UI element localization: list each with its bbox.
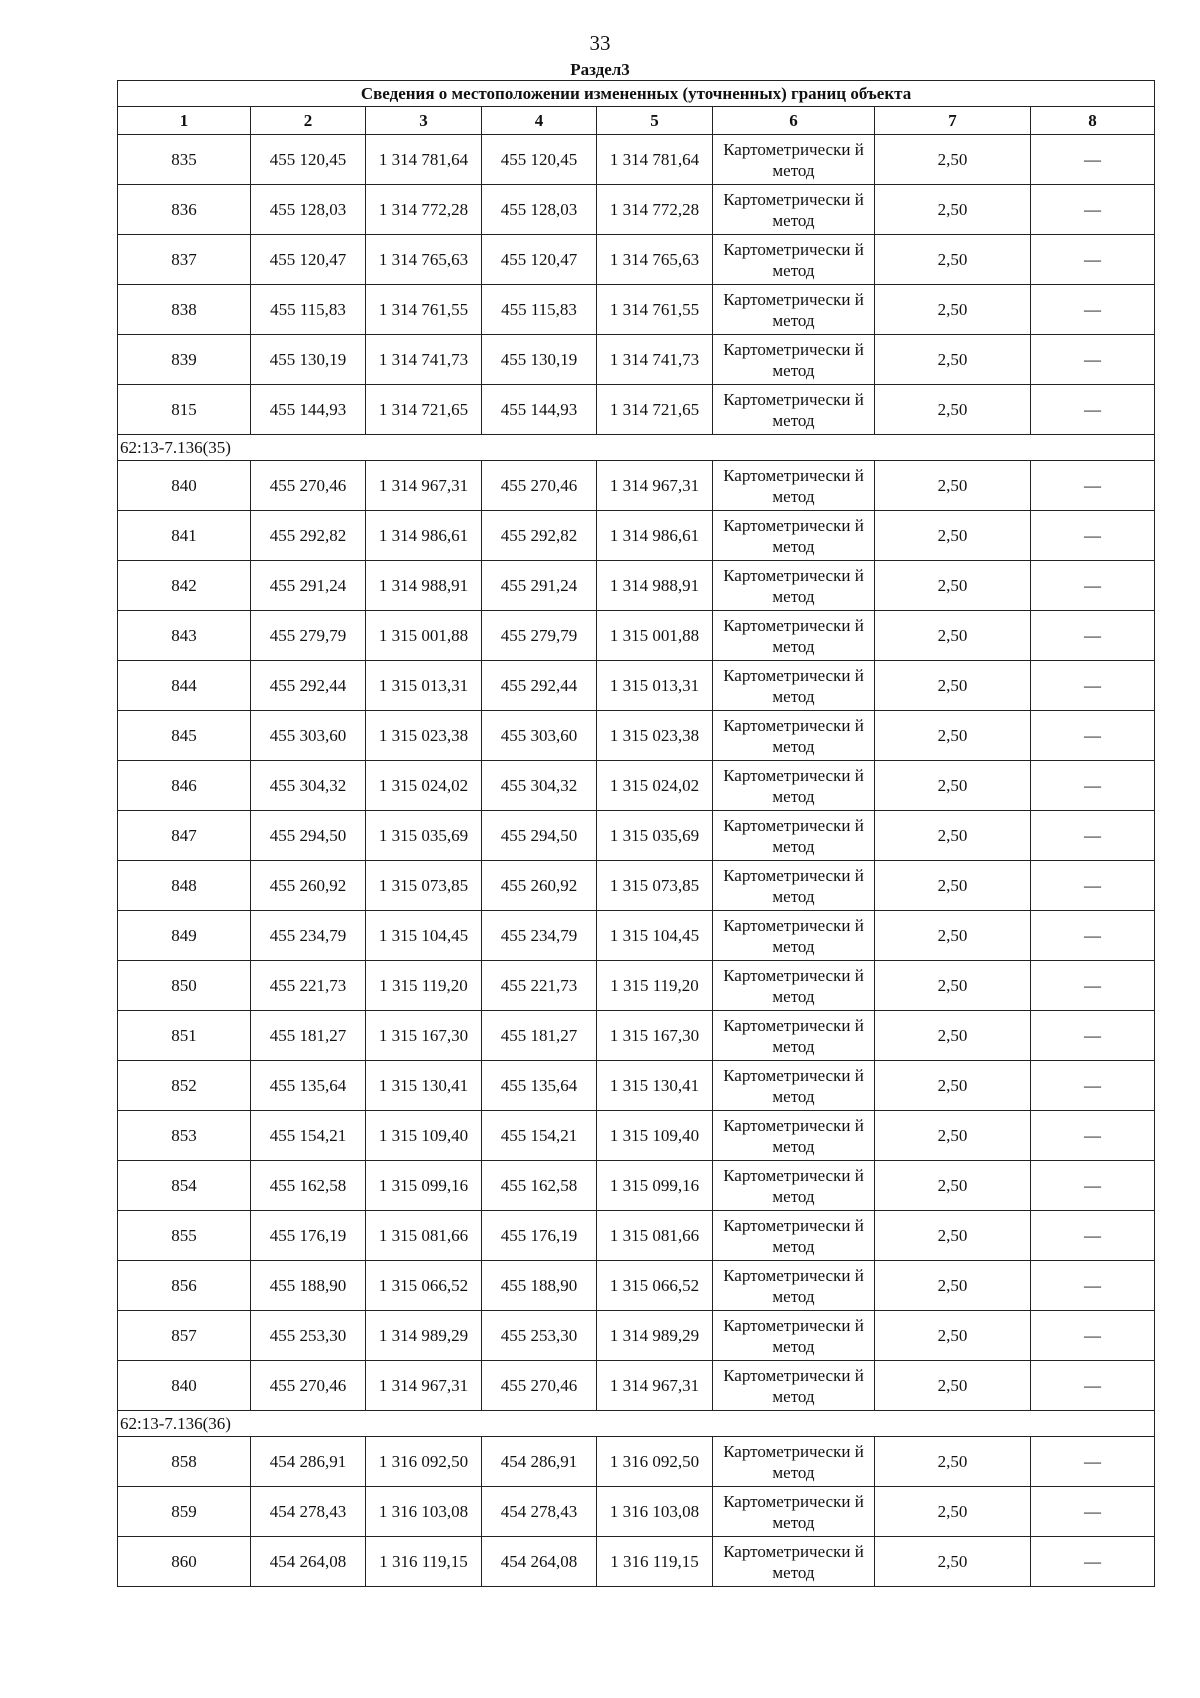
new-y-cell: 1 314 967,31 — [597, 1361, 713, 1411]
new-x-cell: 455 294,50 — [482, 811, 597, 861]
table-row — [118, 861, 1155, 911]
precision-cell: 2,50 — [875, 611, 1031, 661]
precision-cell: 2,50 — [875, 385, 1031, 435]
table-row — [118, 1061, 1155, 1111]
precision-cell: 2,50 — [875, 911, 1031, 961]
method-cell: Картометрически й метод — [713, 135, 875, 185]
group-row — [118, 435, 1155, 461]
column-number: 6 — [713, 107, 875, 135]
description-cell: — — [1031, 861, 1155, 911]
column-number: 3 — [366, 107, 482, 135]
new-y-cell: 1 314 761,55 — [597, 285, 713, 335]
description-cell: — — [1031, 611, 1155, 661]
table-row — [118, 461, 1155, 511]
column-number: 8 — [1031, 107, 1155, 135]
table-row — [118, 661, 1155, 711]
existing-x-cell: 455 115,83 — [251, 285, 366, 335]
method-cell: Картометрически й метод — [713, 1537, 875, 1587]
point-number-cell: 858 — [118, 1437, 251, 1487]
description-cell: — — [1031, 1211, 1155, 1261]
table-body — [118, 135, 1155, 1587]
point-number-cell: 860 — [118, 1537, 251, 1587]
existing-y-cell: 1 314 721,65 — [366, 385, 482, 435]
table-row — [118, 1211, 1155, 1261]
method-cell: Картометрически й метод — [713, 1487, 875, 1537]
group-label: 62:13-7.136(35) — [118, 435, 1155, 461]
existing-x-cell: 455 292,82 — [251, 511, 366, 561]
existing-y-cell: 1 315 130,41 — [366, 1061, 482, 1111]
existing-y-cell: 1 315 001,88 — [366, 611, 482, 661]
existing-x-cell: 455 120,45 — [251, 135, 366, 185]
new-x-cell: 455 135,64 — [482, 1061, 597, 1111]
description-cell: — — [1031, 235, 1155, 285]
point-number-cell: 838 — [118, 285, 251, 335]
existing-x-cell: 455 270,46 — [251, 1361, 366, 1411]
existing-x-cell: 455 304,32 — [251, 761, 366, 811]
page-number: 33 — [589, 31, 611, 55]
column-number: 7 — [875, 107, 1031, 135]
existing-x-cell: 455 162,58 — [251, 1161, 366, 1211]
existing-x-cell: 455 260,92 — [251, 861, 366, 911]
method-cell: Картометрически й метод — [713, 335, 875, 385]
description-cell: — — [1031, 1011, 1155, 1061]
method-cell: Картометрически й метод — [713, 711, 875, 761]
point-number-cell: 836 — [118, 185, 251, 235]
precision-cell: 2,50 — [875, 861, 1031, 911]
precision-cell: 2,50 — [875, 1487, 1031, 1537]
existing-x-cell: 455 120,47 — [251, 235, 366, 285]
new-y-cell: 1 314 986,61 — [597, 511, 713, 561]
existing-x-cell: 455 154,21 — [251, 1111, 366, 1161]
precision-cell: 2,50 — [875, 1211, 1031, 1261]
precision-cell: 2,50 — [875, 761, 1031, 811]
precision-cell: 2,50 — [875, 285, 1031, 335]
existing-y-cell: 1 314 989,29 — [366, 1311, 482, 1361]
existing-y-cell: 1 314 741,73 — [366, 335, 482, 385]
new-x-cell: 455 270,46 — [482, 1361, 597, 1411]
description-cell: — — [1031, 185, 1155, 235]
existing-y-cell: 1 314 781,64 — [366, 135, 482, 185]
existing-x-cell: 454 286,91 — [251, 1437, 366, 1487]
new-x-cell: 455 303,60 — [482, 711, 597, 761]
new-x-cell: 455 234,79 — [482, 911, 597, 961]
table-row — [118, 235, 1155, 285]
method-cell: Картометрически й метод — [713, 235, 875, 285]
table-row — [118, 1311, 1155, 1361]
existing-y-cell: 1 315 119,20 — [366, 961, 482, 1011]
point-number-cell: 837 — [118, 235, 251, 285]
existing-y-cell: 1 314 988,91 — [366, 561, 482, 611]
point-number-cell: 848 — [118, 861, 251, 911]
existing-y-cell: 1 315 081,66 — [366, 1211, 482, 1261]
existing-y-cell: 1 314 967,31 — [366, 1361, 482, 1411]
column-number: 1 — [118, 107, 251, 135]
table-row — [118, 1111, 1155, 1161]
existing-y-cell: 1 315 035,69 — [366, 811, 482, 861]
table-row — [118, 1537, 1155, 1587]
section-title: Раздел3 — [570, 60, 630, 79]
precision-cell: 2,50 — [875, 661, 1031, 711]
table-row — [118, 135, 1155, 185]
point-number-cell: 852 — [118, 1061, 251, 1111]
new-y-cell: 1 315 023,38 — [597, 711, 713, 761]
new-x-cell: 455 181,27 — [482, 1011, 597, 1061]
method-cell: Картометрически й метод — [713, 1261, 875, 1311]
point-number-cell: 847 — [118, 811, 251, 861]
existing-y-cell: 1 314 761,55 — [366, 285, 482, 335]
description-cell: — — [1031, 1537, 1155, 1587]
new-x-cell: 455 144,93 — [482, 385, 597, 435]
new-y-cell: 1 315 167,30 — [597, 1011, 713, 1061]
description-cell: — — [1031, 135, 1155, 185]
existing-x-cell: 455 234,79 — [251, 911, 366, 961]
table-row — [118, 335, 1155, 385]
existing-y-cell: 1 315 073,85 — [366, 861, 482, 911]
method-cell: Картометрически й метод — [713, 1311, 875, 1361]
new-x-cell: 455 291,24 — [482, 561, 597, 611]
description-cell: — — [1031, 811, 1155, 861]
point-number-cell: 844 — [118, 661, 251, 711]
method-cell: Картометрически й метод — [713, 1161, 875, 1211]
boundary-table — [117, 80, 1155, 1587]
point-number-cell: 845 — [118, 711, 251, 761]
new-x-cell: 455 270,46 — [482, 461, 597, 511]
precision-cell: 2,50 — [875, 235, 1031, 285]
method-cell: Картометрически й метод — [713, 285, 875, 335]
existing-y-cell: 1 315 109,40 — [366, 1111, 482, 1161]
point-number-cell: 857 — [118, 1311, 251, 1361]
method-cell: Картометрически й метод — [713, 1011, 875, 1061]
existing-x-cell: 455 253,30 — [251, 1311, 366, 1361]
existing-y-cell: 1 316 103,08 — [366, 1487, 482, 1537]
table-row — [118, 911, 1155, 961]
method-cell: Картометрически й метод — [713, 385, 875, 435]
table-row — [118, 385, 1155, 435]
method-cell: Картометрически й метод — [713, 811, 875, 861]
point-number-cell: 815 — [118, 385, 251, 435]
existing-x-cell: 455 303,60 — [251, 711, 366, 761]
new-x-cell: 455 253,30 — [482, 1311, 597, 1361]
table-row — [118, 1361, 1155, 1411]
point-number-cell: 849 — [118, 911, 251, 961]
table-row — [118, 561, 1155, 611]
existing-x-cell: 455 176,19 — [251, 1211, 366, 1261]
existing-x-cell: 455 221,73 — [251, 961, 366, 1011]
point-number-cell: 855 — [118, 1211, 251, 1261]
table-row — [118, 711, 1155, 761]
new-x-cell: 455 162,58 — [482, 1161, 597, 1211]
new-y-cell: 1 316 103,08 — [597, 1487, 713, 1537]
point-number-cell: 853 — [118, 1111, 251, 1161]
method-cell: Картометрически й метод — [713, 1437, 875, 1487]
existing-x-cell: 454 264,08 — [251, 1537, 366, 1587]
table-row — [118, 511, 1155, 561]
description-cell: — — [1031, 1161, 1155, 1211]
existing-y-cell: 1 315 104,45 — [366, 911, 482, 961]
new-y-cell: 1 315 073,85 — [597, 861, 713, 911]
table-row — [118, 1261, 1155, 1311]
point-number-cell: 840 — [118, 1361, 251, 1411]
new-y-cell: 1 315 001,88 — [597, 611, 713, 661]
method-cell: Картометрически й метод — [713, 1111, 875, 1161]
precision-cell: 2,50 — [875, 335, 1031, 385]
existing-x-cell: 454 278,43 — [251, 1487, 366, 1537]
new-x-cell: 454 286,91 — [482, 1437, 597, 1487]
column-number: 2 — [251, 107, 366, 135]
table-row — [118, 811, 1155, 861]
description-cell: — — [1031, 1061, 1155, 1111]
precision-cell: 2,50 — [875, 1261, 1031, 1311]
new-y-cell: 1 314 765,63 — [597, 235, 713, 285]
new-x-cell: 455 115,83 — [482, 285, 597, 335]
description-cell: — — [1031, 1487, 1155, 1537]
existing-x-cell: 455 291,24 — [251, 561, 366, 611]
point-number-cell: 851 — [118, 1011, 251, 1061]
new-x-cell: 455 120,45 — [482, 135, 597, 185]
existing-y-cell: 1 315 066,52 — [366, 1261, 482, 1311]
method-cell: Картометрически й метод — [713, 511, 875, 561]
description-cell: — — [1031, 1437, 1155, 1487]
point-number-cell: 856 — [118, 1261, 251, 1311]
point-number-cell: 846 — [118, 761, 251, 811]
new-x-cell: 455 260,92 — [482, 861, 597, 911]
point-number-cell: 835 — [118, 135, 251, 185]
point-number-cell: 841 — [118, 511, 251, 561]
table-row — [118, 961, 1155, 1011]
method-cell: Картометрически й метод — [713, 1361, 875, 1411]
existing-x-cell: 455 130,19 — [251, 335, 366, 385]
new-y-cell: 1 315 013,31 — [597, 661, 713, 711]
method-cell: Картометрически й метод — [713, 911, 875, 961]
new-x-cell: 454 278,43 — [482, 1487, 597, 1537]
new-x-cell: 455 128,03 — [482, 185, 597, 235]
point-number-cell: 859 — [118, 1487, 251, 1537]
point-number-cell: 842 — [118, 561, 251, 611]
new-y-cell: 1 316 119,15 — [597, 1537, 713, 1587]
new-y-cell: 1 315 109,40 — [597, 1111, 713, 1161]
new-x-cell: 454 264,08 — [482, 1537, 597, 1587]
new-y-cell: 1 314 967,31 — [597, 461, 713, 511]
existing-x-cell: 455 292,44 — [251, 661, 366, 711]
new-y-cell: 1 314 772,28 — [597, 185, 713, 235]
description-cell: — — [1031, 961, 1155, 1011]
point-number-cell: 850 — [118, 961, 251, 1011]
table-row — [118, 611, 1155, 661]
existing-y-cell: 1 314 765,63 — [366, 235, 482, 285]
new-y-cell: 1 314 781,64 — [597, 135, 713, 185]
description-cell: — — [1031, 661, 1155, 711]
new-y-cell: 1 314 721,65 — [597, 385, 713, 435]
new-x-cell: 455 304,32 — [482, 761, 597, 811]
method-cell: Картометрически й метод — [713, 185, 875, 235]
table-row — [118, 285, 1155, 335]
method-cell: Картометрически й метод — [713, 1061, 875, 1111]
table-row — [118, 1437, 1155, 1487]
point-number-cell: 843 — [118, 611, 251, 661]
new-y-cell: 1 315 081,66 — [597, 1211, 713, 1261]
table-title: Сведения о местоположении измененных (уточненных) границ объекта — [118, 81, 1155, 107]
new-y-cell: 1 316 092,50 — [597, 1437, 713, 1487]
method-cell: Картометрически й метод — [713, 861, 875, 911]
new-x-cell: 455 292,44 — [482, 661, 597, 711]
description-cell: — — [1031, 711, 1155, 761]
description-cell: — — [1031, 761, 1155, 811]
point-number-cell: 854 — [118, 1161, 251, 1211]
existing-x-cell: 455 144,93 — [251, 385, 366, 435]
existing-y-cell: 1 314 772,28 — [366, 185, 482, 235]
description-cell: — — [1031, 1261, 1155, 1311]
existing-x-cell: 455 270,46 — [251, 461, 366, 511]
new-y-cell: 1 314 741,73 — [597, 335, 713, 385]
new-y-cell: 1 314 989,29 — [597, 1311, 713, 1361]
method-cell: Картометрически й метод — [713, 661, 875, 711]
group-label: 62:13-7.136(36) — [118, 1411, 1155, 1437]
precision-cell: 2,50 — [875, 135, 1031, 185]
new-y-cell: 1 315 119,20 — [597, 961, 713, 1011]
existing-y-cell: 1 316 119,15 — [366, 1537, 482, 1587]
table-row — [118, 185, 1155, 235]
point-number-cell: 840 — [118, 461, 251, 511]
new-x-cell: 455 154,21 — [482, 1111, 597, 1161]
description-cell: — — [1031, 1361, 1155, 1411]
precision-cell: 2,50 — [875, 461, 1031, 511]
existing-x-cell: 455 294,50 — [251, 811, 366, 861]
new-y-cell: 1 315 066,52 — [597, 1261, 713, 1311]
table-row — [118, 761, 1155, 811]
existing-y-cell: 1 314 967,31 — [366, 461, 482, 511]
precision-cell: 2,50 — [875, 1437, 1031, 1487]
precision-cell: 2,50 — [875, 1361, 1031, 1411]
precision-cell: 2,50 — [875, 961, 1031, 1011]
precision-cell: 2,50 — [875, 185, 1031, 235]
table-row — [118, 1011, 1155, 1061]
description-cell: — — [1031, 561, 1155, 611]
new-x-cell: 455 279,79 — [482, 611, 597, 661]
precision-cell: 2,50 — [875, 1311, 1031, 1361]
column-number-row — [118, 107, 1155, 135]
description-cell: — — [1031, 911, 1155, 961]
existing-y-cell: 1 315 013,31 — [366, 661, 482, 711]
description-cell: — — [1031, 461, 1155, 511]
new-x-cell: 455 292,82 — [482, 511, 597, 561]
existing-y-cell: 1 315 024,02 — [366, 761, 482, 811]
table-row — [118, 1487, 1155, 1537]
new-y-cell: 1 315 035,69 — [597, 811, 713, 861]
precision-cell: 2,50 — [875, 511, 1031, 561]
existing-x-cell: 455 279,79 — [251, 611, 366, 661]
new-y-cell: 1 315 104,45 — [597, 911, 713, 961]
new-y-cell: 1 315 130,41 — [597, 1061, 713, 1111]
description-cell: — — [1031, 385, 1155, 435]
method-cell: Картометрически й метод — [713, 461, 875, 511]
method-cell: Картометрически й метод — [713, 611, 875, 661]
existing-x-cell: 455 135,64 — [251, 1061, 366, 1111]
method-cell: Картометрически й метод — [713, 1211, 875, 1261]
existing-y-cell: 1 315 167,30 — [366, 1011, 482, 1061]
precision-cell: 2,50 — [875, 1111, 1031, 1161]
method-cell: Картометрически й метод — [713, 561, 875, 611]
precision-cell: 2,50 — [875, 1061, 1031, 1111]
existing-x-cell: 455 128,03 — [251, 185, 366, 235]
new-y-cell: 1 314 988,91 — [597, 561, 713, 611]
precision-cell: 2,50 — [875, 811, 1031, 861]
precision-cell: 2,50 — [875, 561, 1031, 611]
new-x-cell: 455 221,73 — [482, 961, 597, 1011]
column-number: 5 — [597, 107, 713, 135]
new-y-cell: 1 315 024,02 — [597, 761, 713, 811]
existing-x-cell: 455 188,90 — [251, 1261, 366, 1311]
new-y-cell: 1 315 099,16 — [597, 1161, 713, 1211]
description-cell: — — [1031, 335, 1155, 385]
new-x-cell: 455 130,19 — [482, 335, 597, 385]
existing-x-cell: 455 181,27 — [251, 1011, 366, 1061]
precision-cell: 2,50 — [875, 1161, 1031, 1211]
existing-y-cell: 1 316 092,50 — [366, 1437, 482, 1487]
precision-cell: 2,50 — [875, 711, 1031, 761]
precision-cell: 2,50 — [875, 1011, 1031, 1061]
new-x-cell: 455 120,47 — [482, 235, 597, 285]
new-x-cell: 455 176,19 — [482, 1211, 597, 1261]
existing-y-cell: 1 315 023,38 — [366, 711, 482, 761]
description-cell: — — [1031, 1111, 1155, 1161]
table-row — [118, 1161, 1155, 1211]
method-cell: Картометрически й метод — [713, 761, 875, 811]
description-cell: — — [1031, 1311, 1155, 1361]
new-x-cell: 455 188,90 — [482, 1261, 597, 1311]
method-cell: Картометрически й метод — [713, 961, 875, 1011]
existing-y-cell: 1 314 986,61 — [366, 511, 482, 561]
group-row — [118, 1411, 1155, 1437]
column-number: 4 — [482, 107, 597, 135]
precision-cell: 2,50 — [875, 1537, 1031, 1587]
existing-y-cell: 1 315 099,16 — [366, 1161, 482, 1211]
point-number-cell: 839 — [118, 335, 251, 385]
description-cell: — — [1031, 511, 1155, 561]
description-cell: — — [1031, 285, 1155, 335]
